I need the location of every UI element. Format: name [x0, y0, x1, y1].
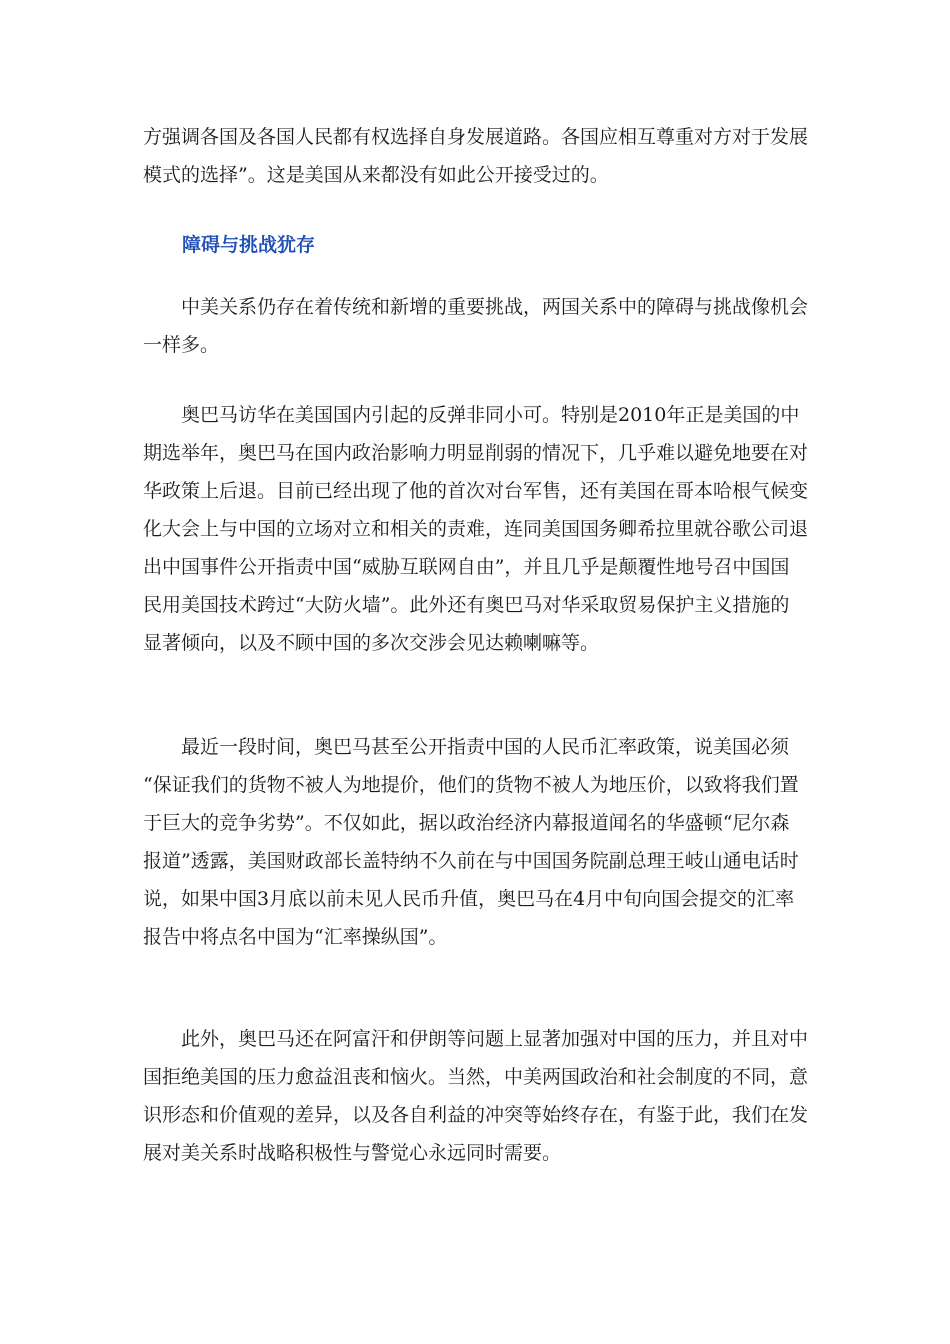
section-heading: 障碍与挑战犹存 [182, 234, 316, 256]
text-line: 报告中将点名中国为“汇率操纵国”。 [143, 926, 448, 948]
text-line: 一样多。 [143, 334, 220, 356]
text-line: 显著倾向，以及不顾中国的多次交涉会见达赖喇嘛等。 [143, 632, 600, 654]
text-line: 化大会上与中国的立场对立和相关的责难，连同美国国务卿希拉里就谷歌公司退 [143, 518, 809, 540]
text-line: 报道”透露，美国财政部长盖特纳不久前在与中国国务院副总理王岐山通电话时 [143, 850, 799, 872]
text-line: “保证我们的货物不被人为地提价，他们的货物不被人为地压价，以致将我们置 [143, 774, 799, 796]
text-line: 出中国事件公开指责中国“威胁互联网自由”，并且几乎是颠覆性地号召中国国 [143, 556, 790, 578]
text-line: 识形态和价值观的差异，以及各自利益的冲突等始终存在，有鉴于此，我们在发 [143, 1104, 809, 1126]
text-line: 展对美关系时战略积极性与警觉心永远同时需要。 [143, 1142, 562, 1164]
text-line: 奥巴马访华在美国国内引起的反弹非同小可。特别是2010年正是美国的中 [181, 404, 800, 426]
text-line: 期选举年，奥巴马在国内政治影响力明显削弱的情况下，几乎难以避免地要在对 [143, 442, 809, 464]
paragraph-pressure [143, 1020, 809, 1172]
text-line: 华政策上后退。目前已经出现了他的首次对台军售，还有美国在哥本哈根气候变 [143, 480, 809, 502]
text-line: 最近一段时间，奥巴马甚至公开指责中国的人民币汇率政策，说美国必须 [181, 736, 790, 758]
text-line: 国拒绝美国的压力愈益沮丧和恼火。当然，中美两国政治和社会制度的不同，意 [143, 1066, 809, 1088]
text-line: 说，如果中国3月底以前未见人民币升值，奥巴马在4月中旬向国会提交的汇率 [143, 888, 795, 910]
paragraph-exchange-rate [143, 728, 809, 956]
text-line: 此外，奥巴马还在阿富汗和伊朗等问题上显著加强对中国的压力，并且对中 [181, 1028, 809, 1050]
paragraph-challenges [143, 288, 809, 364]
text-line: 民用美国技术跨过“大防火墙”。此外还有奥巴马对华采取贸易保护主义措施的 [143, 594, 790, 616]
text-line: 模式的选择”。这是美国从来都没有如此公开接受过的。 [143, 164, 609, 186]
paragraph-continuation [143, 118, 809, 194]
paragraph-obama-visit [143, 396, 809, 662]
text-line: 中美关系仍存在着传统和新增的重要挑战，两国关系中的障碍与挑战像机会 [181, 296, 809, 318]
text-line: 于巨大的竞争劣势”。不仅如此，据以政治经济内幕报道闻名的华盛顿“尼尔森 [143, 812, 790, 834]
text-line: 方强调各国及各国人民都有权选择自身发展道路。各国应相互尊重对方对于发展 [143, 126, 809, 148]
